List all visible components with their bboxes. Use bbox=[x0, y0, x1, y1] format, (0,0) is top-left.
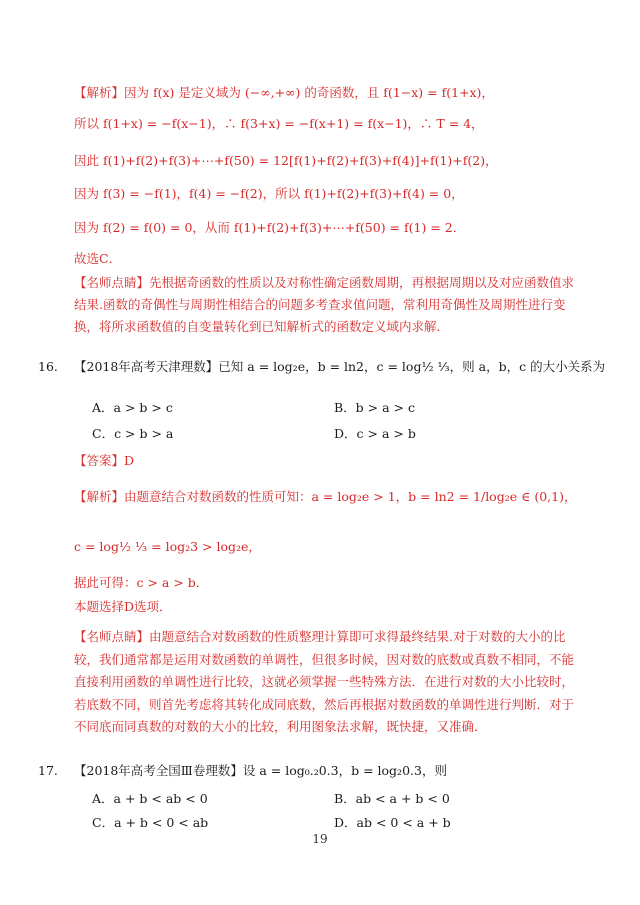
q17-option-b: B．ab < a + b < 0 bbox=[334, 791, 450, 806]
sol15-line-6: 故选C． bbox=[74, 251, 122, 266]
q16-option-b: B．b > a > c bbox=[334, 400, 415, 415]
q16-sol-line-4: 本题选择D选项． bbox=[74, 599, 172, 614]
q16-number: 16. bbox=[38, 359, 58, 374]
q16-option-a: A．a > b > c bbox=[92, 400, 173, 415]
page-number: 19 bbox=[312, 832, 328, 846]
q16-sol-line-1: 【解析】由题意结合对数函数的性质可知：a = log₂e > 1，b = ln2 = 1/log₂e ∈ (0,1)， bbox=[74, 489, 577, 504]
q16-sol-line-3: 据此可得：c > a > b． bbox=[74, 575, 209, 590]
q16-stem: 【2018年高考天津理数】已知 a = log₂e，b = ln2，c = log½ ⅓，则 a，b，c 的大小关系为 bbox=[74, 359, 606, 374]
q17-option-d: D．ab < 0 < a + b bbox=[334, 815, 451, 830]
sol15-line-4: 因为 f(3) = −f(1)，f(4) = −f(2)，所以 f(1)+f(2)+f(3)+f(4) = 0， bbox=[74, 186, 464, 201]
sol15-line-3: 因此 f(1)+f(2)+f(3)+⋯+f(50) = 12[f(1)+f(2)+f(3)+f(4)]+f(1)+f(2)， bbox=[74, 153, 498, 168]
sol15-line-2: 所以 f(1+x) = −f(x−1)，∴ f(3+x) = −f(x+1) = f(x−1)，∴ T = 4， bbox=[74, 116, 484, 131]
q17-option-a: A．a + b < ab < 0 bbox=[92, 791, 208, 806]
sol15-line-1: 【解析】因为 f(x) 是定义域为 (−∞,+∞) 的奇函数，且 f(1−x) = f(1+x)， bbox=[74, 85, 494, 100]
sol15-tip: 【名师点睛】先根据奇函数的性质以及对称性确定函数周期，再根据周期以及对应函数值求结果.函数的奇偶性与周期性相结合的问题多考查求值问题，常利用奇偶性及周期性进行变换，将所求函数值的自变量转化到已知解析式的函数定义域内求解. bbox=[74, 275, 575, 334]
q16-answer: 【答案】D bbox=[74, 453, 135, 468]
q17-number: 17. bbox=[38, 763, 58, 778]
q16-option-d: D．c > a > b bbox=[334, 426, 416, 441]
sol15-line-5: 因为 f(2) = f(0) = 0，从而 f(1)+f(2)+f(3)+⋯+f(50) = f(1) = 2． bbox=[74, 220, 466, 235]
q16-option-c: C．c > b > a bbox=[92, 426, 174, 441]
q16-sol-line-2: c = log½ ⅓ = log₂3 > log₂e， bbox=[74, 539, 261, 554]
q17-stem: 【2018年高考全国Ⅲ卷理数】设 a = log₀.₂0.3，b = log₂0.3，则 bbox=[74, 763, 447, 778]
q17-option-c: C．a + b < 0 < ab bbox=[92, 815, 209, 830]
q16-tip: 【名师点睛】由题意结合对数函数的性质整理计算即可求得最终结果.对于对数的大小的比较，我们通常都是运用对数函数的单调性，但很多时候，因对数的底数或真数不相同，不能直接利用函数的单调性进行比较，这就必须掌握一些特殊方法．在进行对数的大小比较时，若底数不同，则首先考虑将其转化成同底数，然后再根据对数函数的单调性进行判断．对于不同底而同真数的对数的大小的比较，利用图象法求解，既快捷，又准确． bbox=[74, 629, 575, 734]
